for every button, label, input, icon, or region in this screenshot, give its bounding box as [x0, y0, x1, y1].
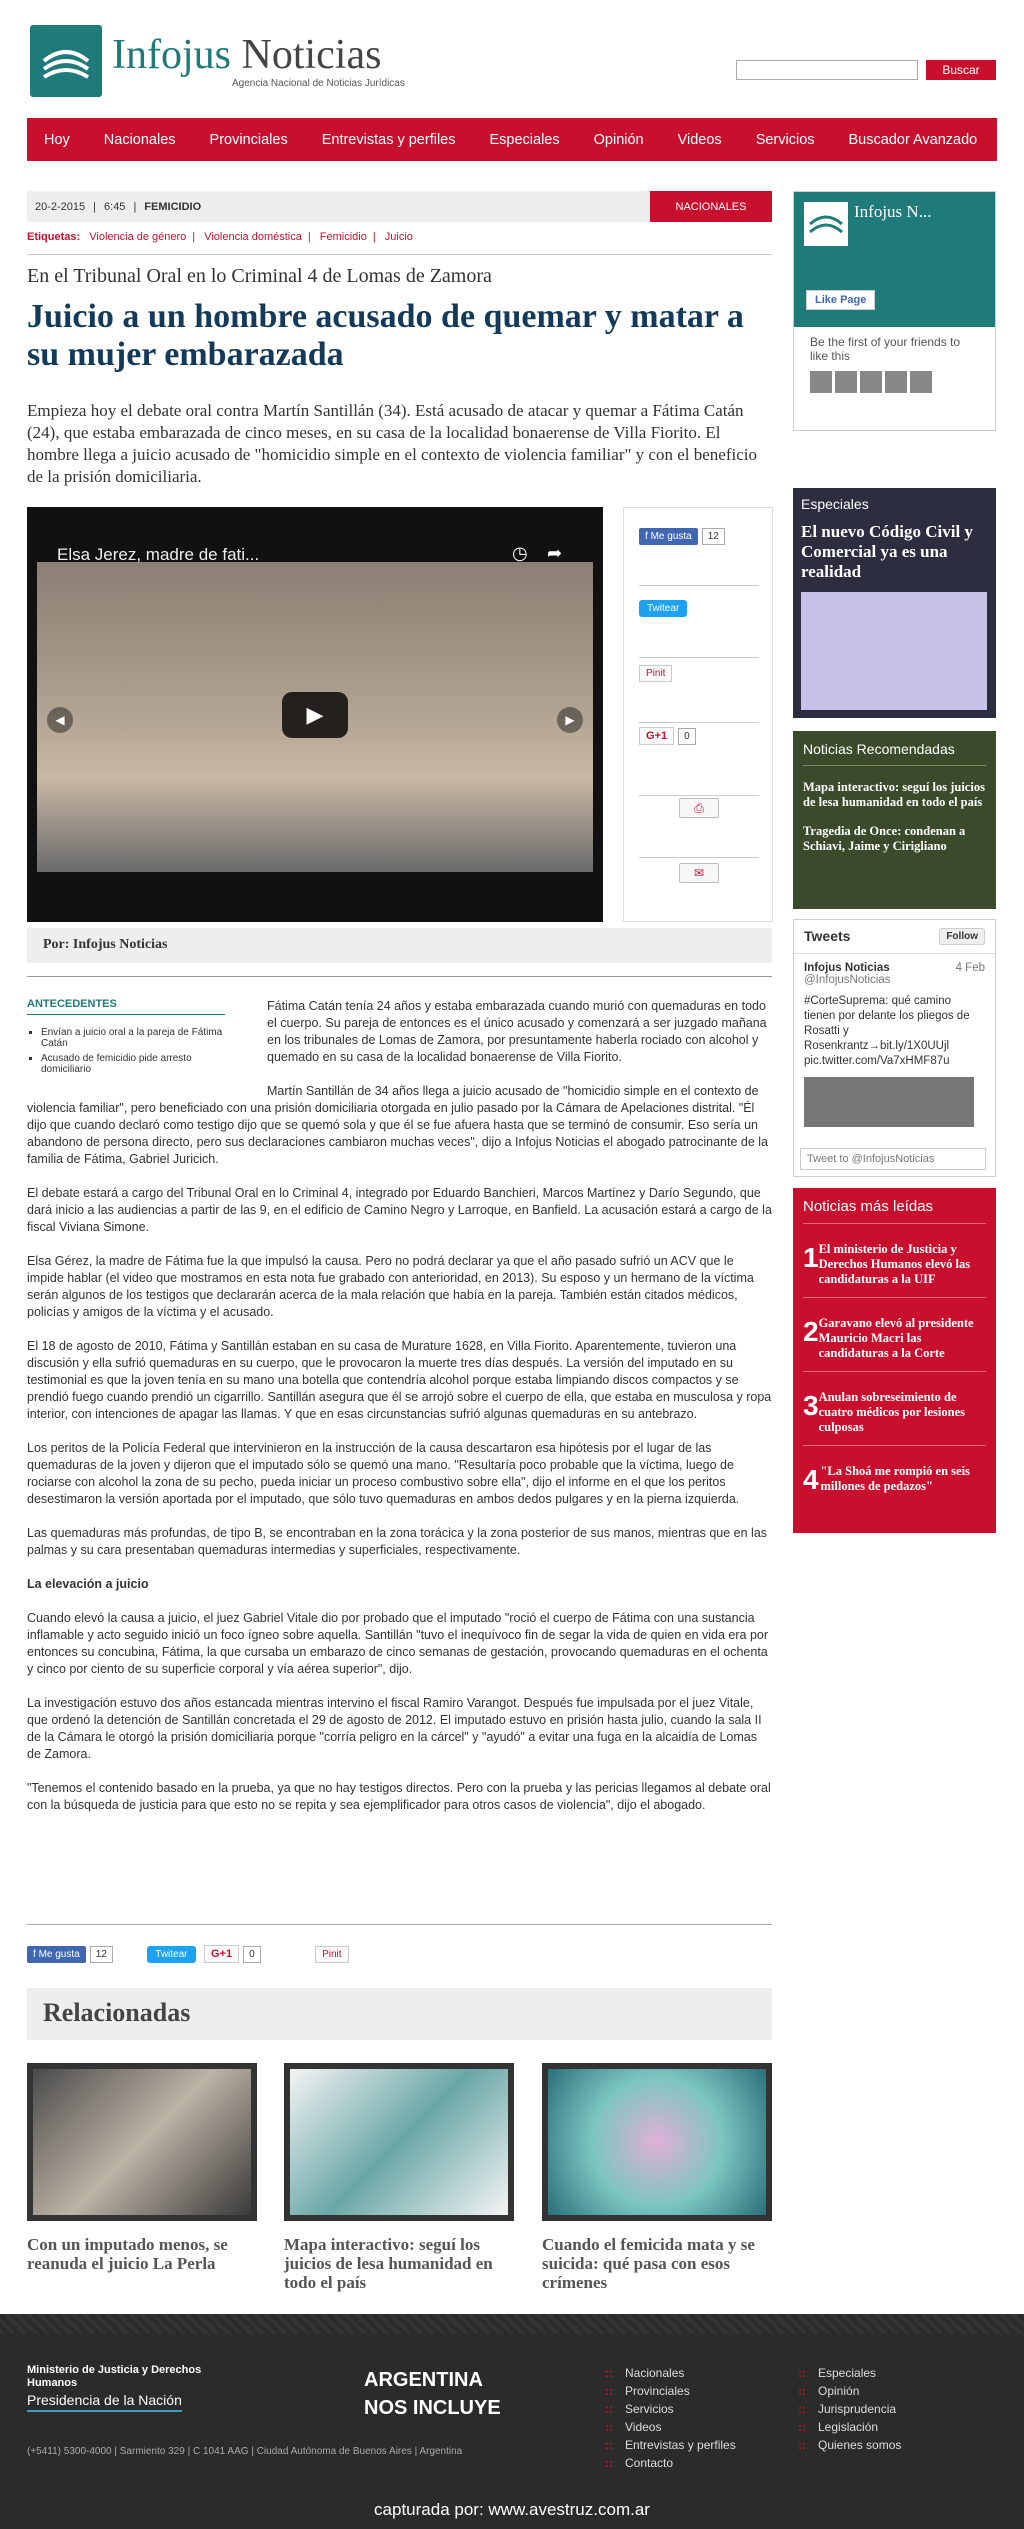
paragraph: Los peritos de la Policía Federal que intervinieron en la instrucción de la causa descartaron esa hipótesis por el lugar de las quemaduras de la joven y dijeron que el imputado sólo se quemó una mano. "Resultaría poco probable que la víctima, luego de rociarse con alcohol la zona de su pecho, pueda iniciar un proceso combustivo sobre ella", dijo el informe en el que los peritos desestimaron la versión aportada por el imputado, que sólo tuvo quemaduras en ambos dedos pulgares y en la pierna izquierda.: [27, 1441, 740, 1506]
video-player[interactable]: [27, 507, 603, 922]
recomendadas-head: Noticias Recomendadas: [803, 741, 986, 766]
search-input[interactable]: [736, 60, 918, 80]
footer-link[interactable]: :: Servicios: [605, 2402, 736, 2416]
footer-link[interactable]: :: Jurisprudencia: [798, 2402, 901, 2416]
tweet-image[interactable]: [804, 1077, 974, 1127]
fb-count: 12: [90, 1946, 113, 1963]
footer-address: (+5411) 5300-4000 | Sarmiento 329 | C 1041 AAG | Ciudad Autónoma de Buenos Aires | Argentina: [27, 2446, 463, 2457]
presidencia-label[interactable]: Presidencia de la Nación: [27, 2392, 182, 2412]
footer-link[interactable]: :: Entrevistas y perfiles: [605, 2438, 736, 2452]
argentina-line1: ARGENTINA: [364, 2369, 483, 2391]
related-image[interactable]: [542, 2063, 772, 2221]
tweet-button[interactable]: Twitear: [639, 600, 687, 617]
twitter-widget: [793, 919, 996, 1177]
footer-link[interactable]: :: Provinciales: [605, 2384, 736, 2398]
gplus-count: 0: [243, 1946, 261, 1963]
mas-leida-title[interactable]: Garavano elevó al presidente Mauricio Macri las candidaturas a la Corte: [818, 1316, 974, 1360]
paragraph: El debate estará a cargo del Tribunal Oral en lo Criminal 4, integrado por Eduardo Banchieri, Marcos Martínez y Darío Segundo, que dará inicio a las audiencias a partir de las 9, en el edificio de Camino Negro y Larroque, en Banfield. La acusación estará a cargo de la fiscal Viviana Simone.: [27, 1186, 772, 1234]
logo-name: Noticias: [241, 31, 382, 78]
nav-item-hoy[interactable]: Hoy: [44, 131, 70, 148]
logo-book-icon: [30, 25, 102, 97]
fb-page-logo-icon: [804, 202, 848, 246]
search-button[interactable]: Buscar: [926, 60, 996, 80]
nav-item-videos[interactable]: Videos: [677, 131, 722, 148]
mas-leida-title[interactable]: El ministerio de Justicia y Derechos Humanos elevó las candidaturas a la UIF: [818, 1242, 971, 1286]
related-item-title[interactable]: Mapa interactivo: seguí los juicios de lesa humanidad en todo el país: [284, 2235, 493, 2292]
especiales-head: Especiales: [801, 496, 869, 512]
play-button[interactable]: ▶: [282, 692, 348, 738]
logo-brand: Infojus: [112, 31, 231, 78]
antecedentes-link[interactable]: ▪ Envían a juicio oral a la pareja de Fátima Catán: [41, 1027, 225, 1049]
gplus-share-row: [639, 726, 759, 796]
related-item[interactable]: [284, 2063, 514, 2292]
tag-link[interactable]: Violencia doméstica: [204, 231, 302, 243]
avatar[interactable]: [810, 371, 832, 393]
avatar[interactable]: [885, 371, 907, 393]
footer-link[interactable]: :: Contacto: [605, 2456, 736, 2470]
footer-links-col1: [605, 2366, 736, 2474]
antecedentes-link[interactable]: ▪ Acusado de femicidio pide arresto domiciliario: [41, 1053, 225, 1075]
tag-link[interactable]: Violencia de género: [89, 231, 187, 243]
footer: [0, 2314, 1024, 2529]
argentina-logo: [364, 2366, 501, 2422]
share-bottom-row: [27, 1944, 772, 1966]
mas-leidas-head: Noticias más leídas: [803, 1198, 986, 1224]
paragraph: La investigación estuvo dos años estancada mientras intervino el fiscal Ramiro Varangot. Después fue impulsada por el juez Vitale, que ordenó la detención de Santillán concretada el 29 de agosto de 2012. El imputado estuvo en prisión hasta julio, cuando la sala II de la Cámara le otorgó la prisión domiciliaria porque "corría peligro en la cárcel" y "ayudó" a evitar una fuga en la alcaidía de Lomas de Zamora.: [27, 1696, 762, 1761]
especiales-box[interactable]: [793, 488, 996, 718]
article-date: 20-2-2015: [35, 200, 86, 213]
footer-link[interactable]: :: Quienes somos: [798, 2438, 901, 2452]
pinit-button[interactable]: Pinit: [639, 665, 672, 682]
ministerio-label[interactable]: Ministerio de Justicia y Derechos Humanos: [27, 2364, 202, 2389]
avatar[interactable]: [835, 371, 857, 393]
tags-row: Etiquetas: Violencia de género | Violencia doméstica | Femicidio | Juicio: [27, 231, 419, 243]
article-kicker: En el Tribunal Oral en lo Criminal 4 de Lomas de Zamora: [27, 265, 492, 287]
article-meta-bar: 20-2-2015 | 6:45 | FEMICIDIO NACIONALES: [27, 191, 772, 222]
logo-subtitle: Agencia Nacional de Noticias Jurídicas: [232, 77, 405, 89]
nav-item-especiales[interactable]: Especiales: [489, 131, 560, 148]
rank-number: 3: [803, 1390, 819, 1421]
mas-leida-title[interactable]: Anulan sobreseimiento de cuatro médicos por lesiones culposas: [818, 1390, 965, 1434]
fb-like-button[interactable]: [27, 1946, 86, 1963]
share-column: [623, 507, 773, 922]
site-logo[interactable]: [30, 25, 405, 97]
next-arrow-icon[interactable]: ▶: [557, 707, 583, 733]
article-time: 6:45: [104, 200, 126, 213]
tweet-button[interactable]: Twitear: [147, 1946, 195, 1963]
mas-leida-item[interactable]: [803, 1464, 986, 1506]
main-nav: [27, 118, 997, 161]
paragraph: Cuando elevó la causa a juicio, el juez Gabriel Vitale dio por probado que el imputado "roció el cuerpo de Fátima con una sustancia inflamable y acto seguido inició un foco ígneo sobre aquella. Santillán "tuvo el inequívoco fin de segar la vida de quien en vida era por entonces su concubina, Fátima, la que cursaba un embarazo de cinco semanas de gestación, provocando quemaduras en el ochenta y cinco por ciento de su superficie corporal y vía aérea superior", dijo.: [27, 1611, 769, 1676]
facebook-widget: [793, 191, 996, 431]
antecedentes-title: ANTECEDENTES: [27, 998, 225, 1015]
fb-like-label: Me gusta: [38, 1949, 80, 1960]
mas-leida-item[interactable]: [803, 1316, 986, 1372]
footer-link[interactable]: :: Especiales: [798, 2366, 901, 2380]
avatar[interactable]: [910, 371, 932, 393]
tweet-text: #CorteSuprema: qué camino tienen por delante los pliegos de Rosatti y Rosenkrantz→bit.ly/1X0UUjl pic.twitter.com/Va7xHMF87u: [804, 995, 970, 1067]
related-item-title[interactable]: Con un imputado menos, se reanuda el juicio La Perla: [27, 2235, 228, 2273]
divider: [27, 1924, 772, 1925]
mas-leida-title[interactable]: "La Shoá me rompió en seis millones de pedazos": [820, 1464, 970, 1493]
subhead: La elevación a juicio: [27, 1577, 149, 1591]
argentina-line2: NOS INCLUYE: [364, 2397, 501, 2419]
gplus-button[interactable]: G+1: [639, 727, 674, 745]
tweet-date[interactable]: 4 Feb: [955, 962, 985, 974]
especiales-image[interactable]: [801, 592, 987, 710]
nav-item-nacionales[interactable]: Nacionales: [103, 131, 176, 148]
paragraph: Martín Santillán de 34 años llega a juicio acusado de "homicidio simple en el contexto de violencia familiar", pero beneficiado con una prisión domiciliaria otorgada en julio pasado por la Cámara de Apelaciones distrital. "Él dijo que cuando declaró como testigo dijo que se quemó sola y que él se fue afuera hasta que se terminó de consumir. Eso sería un abandono de persona directo, pero sus declaraciones cambiaron muchas veces", dijo a Infojus Noticias el abogado patrocinante de la familia de Fátima, Gabriel Juricich.: [27, 1084, 769, 1166]
fb-friends-avatars: [794, 371, 995, 393]
article-body: [27, 998, 772, 1831]
related-item-title[interactable]: Cuando el femicida mata y se suicida: qué pasa con esos crímenes: [542, 2235, 755, 2292]
article-headline: Juicio a un hombre acusado de quemar y matar a su mujer embarazada: [27, 298, 744, 373]
print-icon[interactable]: ⎙: [679, 798, 719, 818]
gplus-button[interactable]: G+1: [204, 1945, 239, 1963]
nav-item-buscador[interactable]: Buscador Avanzado: [848, 131, 978, 148]
footer-link[interactable]: :: Opinión: [798, 2384, 901, 2398]
paragraph: Elsa Gérez, la madre de Fátima fue la que impulsó la causa. Pero no podrá declarar ya que el año pasado sufrió un ACV que le impide hablar (el video que mostramos en esta nota fue grabado con anterioridad, en 2013). Su esposo y un hermano de la víctima serán algunos de los testigos que declararán acerca de la mala relación que había en la pareja. También están citados médicos, policías y amigos de la víctima y el acusado.: [27, 1254, 754, 1319]
tw-share-row: [639, 598, 759, 658]
footer-links-col2: [798, 2366, 901, 2456]
divider: [27, 976, 772, 977]
gplus-count: 0: [678, 728, 696, 745]
mas-leidas-box: [793, 1188, 996, 1533]
follow-button[interactable]: Follow: [939, 928, 985, 945]
section-badge[interactable]: NACIONALES: [650, 191, 772, 222]
mas-leida-item[interactable]: [803, 1242, 986, 1298]
video-title[interactable]: Elsa Jerez, madre de fati...: [57, 545, 260, 564]
paragraph: El 18 de agosto de 2010, Fátima y Santillán estaban en su casa de Murature 1628, en Villa Fiorito. Aparentemente, tuvieron una discusión y ella sufrió quemaduras en su cuerpo, que le provocaron la muerte tres días después. La versión del imputado en su testimonial es que la joven tenía en su mano una botella que contendría alcohol porque estaba limpiando discos compactos y se prendió fuego cuando prendió un cigarrillo. Santillán asegura que él se arrojó sobre el cuerpo de ella, que estaba en musculosa y ropa interior, con intenciones de apagar las llamas. Y que en esas circunstancias sufrió algunas quemaduras en su antebrazo.: [27, 1339, 772, 1421]
especiales-title[interactable]: El nuevo Código Civil y Comercial ya es una realidad: [801, 522, 973, 581]
rank-number: 1: [803, 1242, 819, 1273]
recomendadas-box: [793, 731, 996, 909]
fb-count: 12: [702, 528, 725, 545]
paragraph: "Tenemos el contenido basado en la prueba, ya que no hay testigos directos. Pero con la prueba y las pericias llegamos al debate oral con la búsqueda de justicia para que esto no se repita y sea ejemplificador para otros casos de violencia", dijo el abogado.: [27, 1781, 771, 1812]
tweets-title: Tweets: [804, 928, 851, 944]
fb-share-row: [639, 526, 759, 586]
divider: [27, 254, 772, 255]
tag-link[interactable]: Juicio: [384, 231, 413, 243]
nav-item-entrevistas[interactable]: Entrevistas y perfiles: [321, 131, 456, 148]
related-image[interactable]: [284, 2063, 514, 2221]
tag-link[interactable]: Femicidio: [319, 231, 367, 243]
nav-item-servicios[interactable]: Servicios: [755, 131, 815, 148]
nav-item-opinion[interactable]: Opinión: [593, 131, 644, 148]
rank-number: 4: [803, 1464, 819, 1495]
related-title: Relacionadas: [27, 1988, 772, 2040]
capture-watermark: capturada por: www.avestruz.com.ar: [374, 2500, 650, 2519]
nav-item-provinciales[interactable]: Provinciales: [209, 131, 288, 148]
footer-link[interactable]: :: Nacionales: [605, 2366, 736, 2380]
pinit-button[interactable]: Pinit: [315, 1946, 348, 1963]
tweet: [794, 954, 995, 1135]
email-icon[interactable]: ✉: [679, 863, 719, 883]
fb-icon: f: [645, 531, 651, 542]
tweets-header: [794, 920, 995, 954]
fb-first-text: Be the first of your friends to like this: [810, 335, 961, 363]
footer-band: [0, 2314, 1024, 2334]
recomendada-link[interactable]: Tragedia de Once: condenan a Schiavi, Jaime y Cirigliano: [803, 824, 966, 853]
fb-icon: f: [33, 1949, 39, 1960]
tweet-handle[interactable]: @InfojusNoticias: [804, 974, 891, 986]
rank-number: 2: [803, 1316, 819, 1347]
related-item[interactable]: [27, 2063, 257, 2273]
tweet-to-input[interactable]: Tweet to @InfojusNoticias: [800, 1148, 986, 1170]
fb-like-page-button[interactable]: Like Page: [806, 290, 875, 310]
footer-link[interactable]: :: Videos: [605, 2420, 736, 2434]
email-row: [639, 863, 759, 913]
paragraph: Las quemaduras más profundas, de tipo B, se encontraban en la zona torácica y la zona posterior de sus manos, mientras que en las palmas y su cara presentaban quemaduras intermedias y superficiales, respectivamente.: [27, 1526, 768, 1557]
tags-label: Etiquetas:: [27, 231, 81, 243]
article-category: FEMICIDIO: [144, 200, 202, 213]
paragraph: Fátima Catán tenía 24 años y estaba embarazada cuando murió con quemaduras en todo el cuerpo. Su pareja de entonces es el único acusado y comenzará a ser juzgado mañana en los tribunales de Lomas de Zamora, por presuntamente haberla rociado con alcohol y quemado en su casa de la localidad bonaerense de Villa Fiorito.: [267, 999, 767, 1064]
share-icon[interactable]: ➦: [547, 543, 563, 563]
byline: Por: Infojus Noticias: [27, 928, 772, 963]
fb-page-header[interactable]: [794, 192, 995, 327]
article-lead: Empieza hoy el debate oral contra Martín Santillán (34). Está acusado de atacar y quemar a Fátima Catán (24), que estaba embarazada de cinco meses, en su casa de la localidad bonaerense de Villa Fiorito. El hombre llega a juicio acusado de "homicidio simple en el contexto de violencia familiar" y con el beneficio de la prisión domiciliaria.: [27, 401, 757, 486]
related-item[interactable]: [542, 2063, 772, 2292]
fb-like-button[interactable]: [639, 528, 698, 545]
tweet-user[interactable]: Infojus Noticias: [804, 962, 890, 974]
avatar[interactable]: [860, 371, 882, 393]
watch-later-icon[interactable]: ◷: [512, 543, 528, 563]
fb-like-label: Me gusta: [650, 531, 692, 542]
related-image[interactable]: [27, 2063, 257, 2221]
recomendada-link[interactable]: Mapa interactivo: seguí los juicios de lesa humanidad en todo el país: [803, 780, 985, 809]
fb-page-name[interactable]: Infojus N...: [854, 202, 932, 221]
print-row: [639, 798, 759, 858]
mas-leida-item[interactable]: [803, 1390, 986, 1446]
footer-link[interactable]: :: Legislación: [798, 2420, 901, 2434]
prev-arrow-icon[interactable]: ◀: [47, 707, 73, 733]
pin-share-row: [639, 663, 759, 723]
